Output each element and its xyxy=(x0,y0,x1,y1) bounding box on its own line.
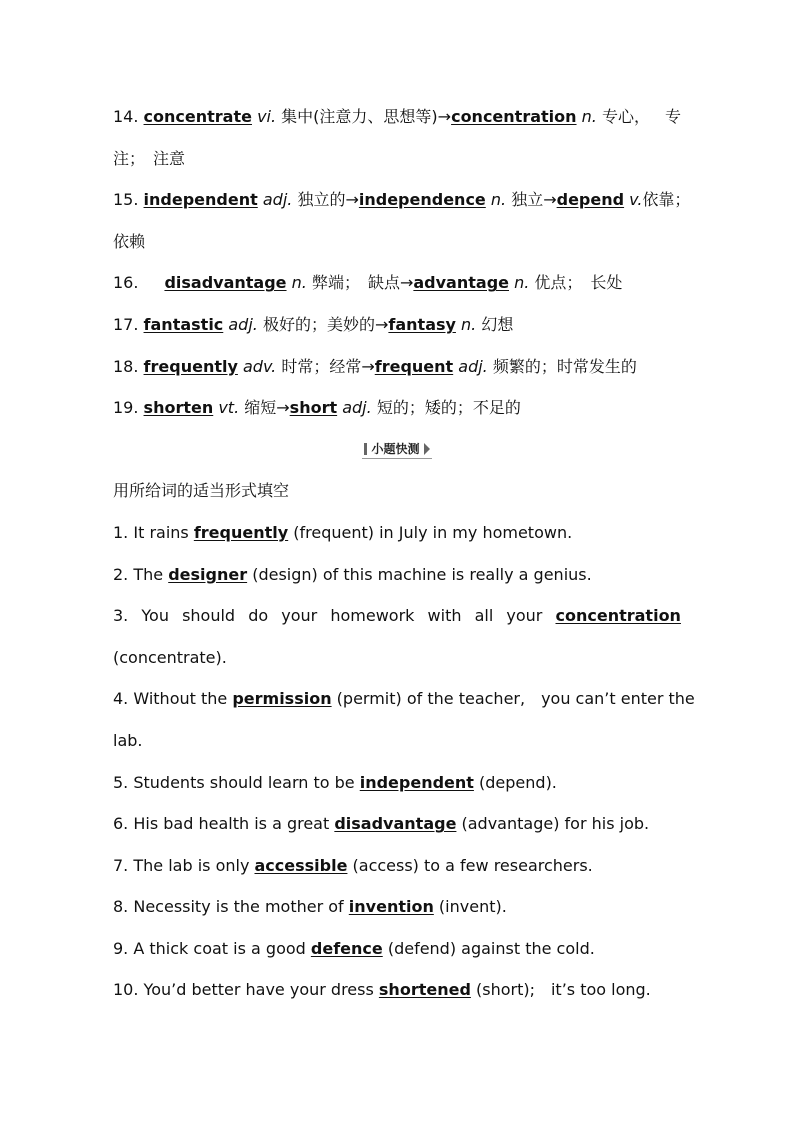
part-of-speech: adj. xyxy=(342,398,372,418)
sentence-text: (defend) against the cold. xyxy=(382,938,595,958)
exercise-3-word-do: do xyxy=(248,606,269,626)
part-of-speech: adv. xyxy=(243,356,277,376)
exercise-number: 9. xyxy=(113,938,129,958)
derived-word: fantasy xyxy=(388,314,456,334)
part-of-speech: n. xyxy=(461,314,477,334)
part-of-speech: adj. xyxy=(228,314,258,334)
item-number: 18. xyxy=(113,356,139,376)
meaning-tail: 专 xyxy=(664,107,681,126)
meaning: 频繁的；时常发生的 xyxy=(492,356,637,376)
meaning: 优点； 长处 xyxy=(534,273,623,293)
arrow-icon: → xyxy=(374,314,389,334)
sentence-text: A thick coat is a good xyxy=(133,938,311,958)
meaning: 注； 注意 xyxy=(113,148,186,168)
sentence-text: (design) of this machine is really a genius. xyxy=(247,564,592,584)
item-number: 17. xyxy=(113,314,139,334)
exercise-3-word-all: all xyxy=(474,606,494,626)
section-banner xyxy=(113,429,681,471)
sentence-text: lab. xyxy=(113,730,143,750)
meaning: 集中(注意力、思想等) xyxy=(281,107,438,126)
exercise-3-word-should: should xyxy=(182,606,236,626)
answer: accessible xyxy=(254,855,348,875)
vocab-item-14 xyxy=(113,96,681,138)
meaning: 独立 xyxy=(511,190,544,210)
exercise-number: 10. xyxy=(113,980,139,1000)
arrow-icon: → xyxy=(543,190,557,210)
sentence-text: The lab is only xyxy=(133,855,255,875)
exercise-4 xyxy=(113,678,695,720)
item-number: 19. xyxy=(113,398,139,418)
item-number: 16. xyxy=(113,273,139,293)
exercise-3 xyxy=(113,595,681,637)
sentence-text: His bad health is a great xyxy=(133,814,335,834)
exercise-number: 4. xyxy=(113,689,129,709)
meaning: 缩短 xyxy=(244,398,277,418)
sentence-text: (short); it’s too long. xyxy=(470,980,651,1000)
exercise-number: 2. xyxy=(113,564,129,584)
exercise-number: 8. xyxy=(113,897,129,917)
arrow-icon: → xyxy=(276,398,290,418)
part-of-speech: vt. xyxy=(218,398,240,418)
vocab-item-15 xyxy=(113,179,691,221)
part-of-speech: v. xyxy=(629,190,643,210)
arrow-icon: → xyxy=(361,356,375,376)
exercise-number: 3. xyxy=(113,606,129,626)
answer: permission xyxy=(232,689,332,709)
arrow-icon: → xyxy=(399,273,414,293)
headword: fantastic xyxy=(143,314,224,334)
sentence-text: Necessity is the mother of xyxy=(133,897,349,917)
vocab-item-17 xyxy=(113,304,681,346)
headword: disadvantage xyxy=(164,273,287,293)
instruction-text: 用所给词的适当形式填空 xyxy=(113,481,290,501)
bar-icon xyxy=(364,443,367,455)
meaning: 时常；经常 xyxy=(281,356,362,376)
derived-word: short xyxy=(289,398,338,418)
section-title xyxy=(362,440,431,459)
exercise-7 xyxy=(113,845,681,887)
exercise-number: 7. xyxy=(113,855,129,875)
headword: independent xyxy=(143,190,258,210)
part-of-speech: vi. xyxy=(257,107,277,126)
part-of-speech: n. xyxy=(581,107,597,126)
answer: designer xyxy=(168,564,248,584)
arrow-icon: → xyxy=(345,190,359,210)
exercise-4-main xyxy=(113,678,695,720)
exercise-1 xyxy=(113,512,681,554)
vocab-item-14-continuation xyxy=(113,138,681,180)
sentence-text: (depend). xyxy=(473,772,557,792)
exercise-5 xyxy=(113,762,681,804)
sentence-text: (advantage) for his job. xyxy=(456,814,650,834)
worksheet-page xyxy=(113,96,695,1011)
part-of-speech: n. xyxy=(514,273,530,293)
derived-word: concentration xyxy=(451,107,577,126)
sentence-text: Without the xyxy=(133,689,233,709)
vocab-item-15-main xyxy=(113,179,642,221)
section-title-text: 小题快测 xyxy=(371,442,420,457)
vocab-item-18 xyxy=(113,346,681,388)
meaning: 幻想 xyxy=(481,314,514,334)
exercise-number: 1. xyxy=(113,522,129,542)
part-of-speech: n. xyxy=(490,190,507,210)
headword: concentrate xyxy=(143,107,252,126)
exercise-4-continuation xyxy=(113,720,681,762)
sentence-text: You’d better have your dress xyxy=(143,980,379,1000)
exercise-9 xyxy=(113,928,681,970)
meaning: 依赖 xyxy=(113,231,146,251)
answer: invention xyxy=(348,897,434,917)
derived-word: independence xyxy=(358,190,486,210)
headword: frequently xyxy=(143,356,238,376)
exercise-3-word-with: with xyxy=(427,606,462,626)
part-of-speech: n. xyxy=(291,273,307,293)
derived-word: depend xyxy=(556,190,625,210)
instruction xyxy=(113,470,681,512)
exercise-2 xyxy=(113,554,681,596)
answer: shortened xyxy=(378,980,471,1000)
part-of-speech: adj. xyxy=(262,190,293,210)
sentence-text: Students should learn to be xyxy=(133,772,360,792)
exercise-3-continuation xyxy=(113,637,681,679)
headword: shorten xyxy=(143,398,214,418)
exercise-3-word-you: You xyxy=(141,606,169,626)
part-of-speech: adj. xyxy=(458,356,488,376)
exercise-number: 6. xyxy=(113,814,129,834)
sentence-text: (concentrate). xyxy=(113,647,227,667)
exercise-3-word-your: your xyxy=(281,606,318,626)
sentence-text: (invent). xyxy=(433,897,507,917)
vocab-item-19 xyxy=(113,387,681,429)
meaning: 独立的 xyxy=(297,190,346,210)
meaning-tail: 依靠； xyxy=(642,190,691,210)
exercise-6 xyxy=(113,803,681,845)
sentence-text: It rains xyxy=(133,522,194,542)
meaning: 短的；矮的；不足的 xyxy=(376,398,521,418)
exercise-10 xyxy=(113,969,681,1011)
sentence-text: (permit) of the teacher, you can’t enter the xyxy=(331,689,695,709)
sentence-text: (frequent) in July in my hometown. xyxy=(288,522,573,542)
item-number: 15. xyxy=(113,190,139,210)
meaning: 弊端； 缺点 xyxy=(311,273,400,293)
exercise-3-word-homework: homework xyxy=(330,606,415,626)
derived-word: frequent xyxy=(374,356,454,376)
vocab-item-16 xyxy=(113,262,681,304)
item-number: 14. xyxy=(113,107,139,126)
vocab-item-14-main xyxy=(113,96,650,138)
answer: concentration xyxy=(555,606,681,626)
answer: defence xyxy=(310,938,383,958)
vocab-item-15-continuation xyxy=(113,221,681,263)
exercise-8 xyxy=(113,886,681,928)
exercise-number: 5. xyxy=(113,772,129,792)
arrow-icon: → xyxy=(437,107,452,126)
answer: frequently xyxy=(193,522,289,542)
answer: independent xyxy=(359,772,474,792)
derived-word: advantage xyxy=(413,273,509,293)
meaning: 专心， xyxy=(601,107,650,126)
meaning: 极好的；美妙的 xyxy=(262,314,375,334)
sentence-text: (access) to a few researchers. xyxy=(347,855,593,875)
triangle-right-icon xyxy=(424,443,430,455)
answer: disadvantage xyxy=(334,814,457,834)
exercise-3-word-your2: your xyxy=(506,606,543,626)
sentence-text: The xyxy=(133,564,169,584)
